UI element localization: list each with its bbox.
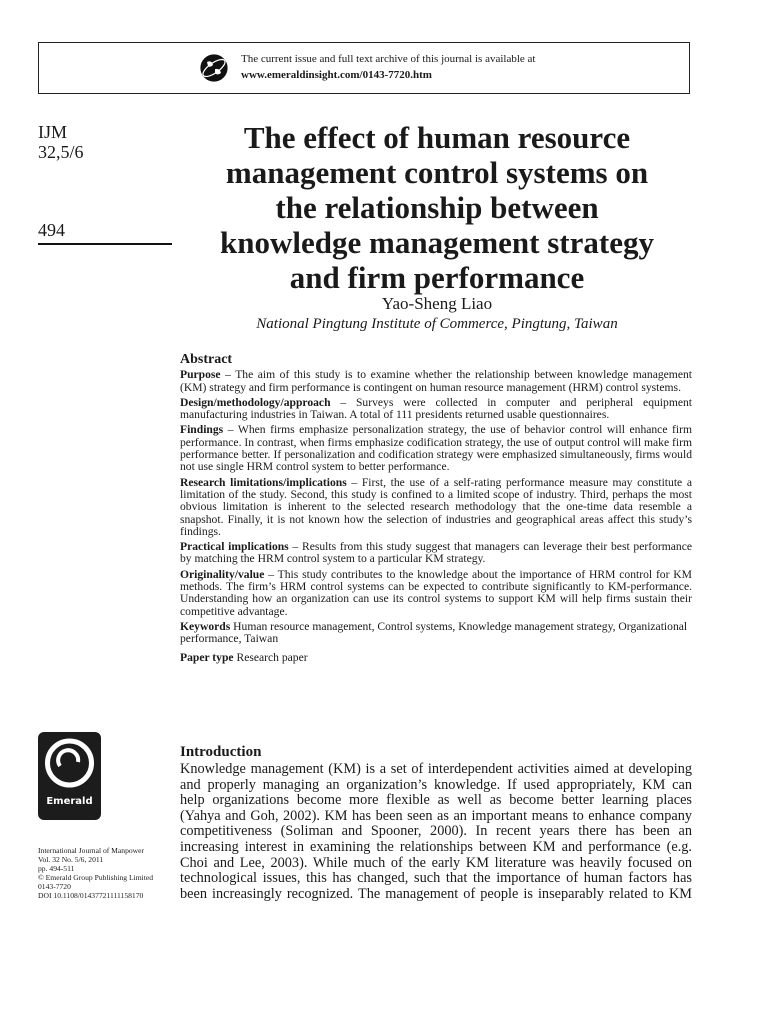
abstract-keywords [180,621,692,646]
publication-info-line: Vol. 32 No. 5/6, 2011 [38,855,104,864]
body-line: technological issues, this has changed, such that the importance of human factors has [180,870,692,887]
emerald-swirl-icon [38,732,101,794]
publication-info-line: pp. 494-511 [38,864,75,873]
section-text: – First, the use of a self-rating performance measure may constitute a limitation of the study. Second, this study is confined to a limited scope of industry. Third, perhaps the most obvious limitation is inherent to the selected research methodology that the one-time data resemble a snapshot. Finally, it is not known how the selection of industries and geographical areas affect this study’s findings. [180,475,692,538]
body-line: increasing interest in examining the relationships between KM and performance (e.g. [180,838,692,855]
body-line: Choi and Lee, 2003). While much of the early KM literature was heavily focused on [180,854,692,871]
section-label: Findings [180,423,224,437]
title-line: knowledge management strategy [220,225,654,260]
archive-notice-text: The current issue and full text archive of this journal is available at [241,53,536,65]
section-text: – Surveys were collected in computer and peripheral equipment manufacturing industries in Taiwan. A total of 111 presidents returned usable questionnaires. [180,395,692,422]
journal-abbreviation: IJM [38,122,68,142]
section-label: Purpose [180,368,221,382]
body-line: been increasingly recognized. The management of people is inseparably related to KM [180,885,692,902]
section-text: – Results from this study suggest that managers can leverage their best performance by matching the HRM control system to a particular KM strategy. [180,540,692,566]
introduction-heading: Introduction [180,744,262,760]
publication-info-line: International Journal of Manpower [38,846,145,855]
globe-icon [199,53,229,83]
section-label: Originality/value [180,567,265,581]
abstract-section-purpose [180,369,692,394]
section-text: – The aim of this study is to examine whether the relationship between knowledge management (KM) strategy and firm performance is contingent on human resource management (HRM) control systems. [180,368,692,394]
keywords-text: Human resource management, Control systems, Knowledge management strategy, Organizational performance, Taiwan [180,619,688,646]
page-number: 494 [38,220,65,240]
body-line: competitiveness (Soliman and Spooner, 2000). In recent years there has been an [180,823,692,840]
title-line: and firm performance [289,260,585,295]
abstract-heading: Abstract [180,352,233,367]
publication-info-line: 0143-7720 [38,882,71,891]
author-affiliation: National Pingtung Institute of Commerce, Pingtung, Taiwan [256,316,618,332]
section-label: Research limitations/implications [180,475,347,489]
archive-url-link[interactable]: www.emeraldinsight.com/0143-7720.htm [241,69,432,81]
section-label: Design/methodology/approach [180,395,331,409]
title-line: the relationship between [275,190,599,225]
abstract-section-findings [180,424,692,473]
paper-title [180,120,694,295]
emerald-logo-word: Emerald [46,796,93,807]
body-line: (Yahya and Goh, 2002). KM has been seen as an important means to enhance company [180,807,692,824]
journal-volume: 32,5/6 [38,142,84,162]
title-line: management control systems on [225,155,649,190]
publication-info [38,846,178,900]
author-name: Yao-Sheng Liao [381,294,493,313]
section-label: Practical implications [180,540,289,554]
section-text: – This study contributes to the knowledge about the importance of HRM control for KM methods. The firm’s HRM control systems can be expected to contribute significantly to KM-performance. Understanding how an organization can use its control systems to support KM will help firms sustain their competitive advantage. [180,567,692,618]
abstract-section-design [180,397,692,422]
abstract [180,354,692,667]
publication-info-line: DOI 10.1108/01437721111158170 [38,891,144,900]
body-line: help organizations become more flexible as well as become better learning places [180,792,692,809]
page-number-rule [38,243,172,245]
archive-notice-box [38,42,690,94]
publication-info-line: © Emerald Group Publishing Limited [38,873,154,882]
keywords-label: Keywords [180,619,231,633]
abstract-section-limitations [180,477,692,538]
abstract-section-practical [180,541,692,566]
title-line: The effect of human resource [243,120,631,155]
body-line: and properly managing an organization’s knowledge. If used appropriately, KM can [180,776,692,793]
emerald-logo-icon [38,732,101,820]
paper-type-text: Research paper [233,650,308,664]
section-text: – When firms emphasize personalization strategy, the use of behavior control will enhance firm performance. In contrast, when firms emphasize codification strategy, the use of output control will make firm performance better. If personalization and codification strategy were emphasized simultaneously, firms would not use single HRM control system to better performance. [180,423,692,474]
introduction-body [180,762,692,902]
body-line: Knowledge management (KM) is a set of interdependent activities aimed at developing [180,761,692,777]
abstract-section-originality [180,569,692,618]
abstract-paper-type [180,652,692,664]
paper-type-label: Paper type [180,650,234,664]
